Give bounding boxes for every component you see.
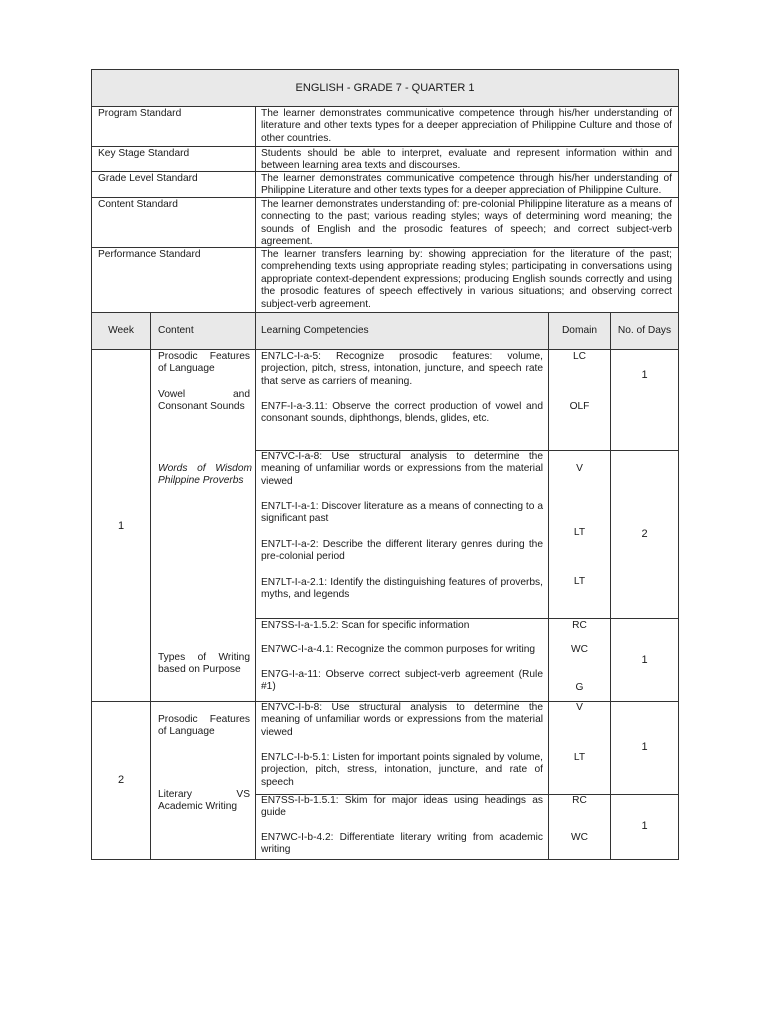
competency: EN7LT-I-a-2.1: Identify the distinguishing features of proverbs, myths, and legends [261,577,543,601]
domain-code: WC [571,832,588,843]
content-topic: Vowel and Consonant Sounds [158,389,250,413]
days-count: 1 [641,654,648,666]
domain-code: WC [571,644,588,655]
days-count: 1 [641,369,648,381]
competency: EN7F-I-a-3.11: Observe the correct production of vowel and consonant sounds, diphthongs, blends, glides, etc. [261,401,543,425]
content-topic: Literary VS Academic Writing [158,789,250,813]
domain-code: V [576,702,583,713]
column-header-content: Content [158,325,194,336]
standard-text: The learner demonstrates communicative competence through his/her understanding of literature and other texts types for a deeper appreciation of Philippine Culture and those of other countries. [261,108,672,144]
competency: EN7WC-I-b-4.2: Differentiate literary writing from academic writing [261,832,543,856]
column-header-week: Week [108,325,134,336]
domain-code: G [575,682,584,693]
domain-code: RC [572,620,587,631]
page-title: ENGLISH - GRADE 7 - QUARTER 1 [295,82,475,94]
standard-text: The learner demonstrates understanding of: pre-colonial Philippine literature as a means of connecting to the past; various reading styles; ways of determining word meaning; the sounds of English and the prosodic features of speech; and correct subject-verb agreement. [261,199,672,248]
row-divider [91,146,679,147]
standard-text: Students should be able to interpret, evaluate and represent information within and between learning area texts and discourses. [261,148,672,172]
domain-code: LT [573,527,586,538]
row-divider [255,618,679,619]
domain-code: OLF [569,401,590,412]
standard-label: Grade Level Standard [98,173,198,184]
column-header-days: No. of Days [617,325,672,336]
content-topic: Types of Writing based on Purpose [158,652,250,676]
competency: EN7LT-I-a-1: Discover literature as a means of connecting to a significant past [261,501,543,525]
days-count: 1 [641,820,648,832]
days-count: 2 [641,528,648,540]
domain-code: RC [572,795,587,806]
standard-label: Performance Standard [98,249,201,260]
competency: EN7VC-I-b-8: Use structural analysis to determine the meaning of unfamiliar words or expressions from the material viewed [261,702,543,738]
row-divider [91,349,679,350]
competency: EN7WC-I-a-4.1: Recognize the common purposes for writing [261,644,536,655]
domain-code: V [576,463,583,474]
table-border [91,69,92,860]
domain-code: LT [573,576,586,587]
column-divider [255,106,256,312]
competency: EN7LT-I-a-2: Describe the different literary genres during the pre-colonial period [261,539,543,563]
column-header-domain: Domain [561,325,598,336]
days-count: 1 [641,741,648,753]
standard-text: The learner transfers learning by: showing appreciation for the literature of the past; comprehending texts using appropriate reading styles; participating in conversations using appropriate context-dependent expressions; producing English sounds correctly and using the prosodic features of speech effectively in various situations; and observing correct subject-verb agreement. [261,249,672,310]
competency: EN7VC-I-a-8: Use structural analysis to determine the meaning of unfamiliar words or expressions from the material viewed [261,451,543,487]
domain-code: LT [573,752,586,763]
competency: EN7LC-I-a-5: Recognize prosodic features: volume, projection, pitch, stress, intonation, juncture, and speech rate that serve as carriers of meaning. [261,351,543,387]
standard-label: Content Standard [98,199,178,210]
competency: EN7LC-I-b-5.1: Listen for important points signaled by volume, projection, pitch, stress, intonation, juncture, and rate of speech [261,752,543,788]
standard-text: The learner demonstrates communicative competence through his/her understanding of Philippine Literature and other texts types for a deeper appreciation of Philippine Culture. [261,173,672,197]
column-divider [255,312,256,860]
standard-label: Program Standard [98,108,182,119]
competency: EN7G-I-a-11: Observe correct subject-verb agreement (Rule #1) [261,669,543,693]
week-number: 1 [117,520,125,532]
row-divider [91,106,679,107]
content-topic: Prosodic Features of Language [158,351,250,375]
domain-code: LC [572,351,587,362]
competency: EN7SS-I-b-1.5.1: Skim for major ideas using headings as guide [261,795,543,819]
column-divider [610,312,611,860]
week-number: 2 [117,774,125,786]
column-divider [150,312,151,860]
content-topic: Words of Wisdom Philppine Proverbs [158,463,252,487]
table-border [678,69,679,860]
table-border [91,859,679,860]
standard-label: Key Stage Standard [98,148,190,159]
competency: EN7SS-I-a-1.5.2: Scan for specific information [261,620,470,631]
content-topic: Prosodic Features of Language [158,714,250,738]
column-header-competencies: Learning Competencies [261,325,369,336]
